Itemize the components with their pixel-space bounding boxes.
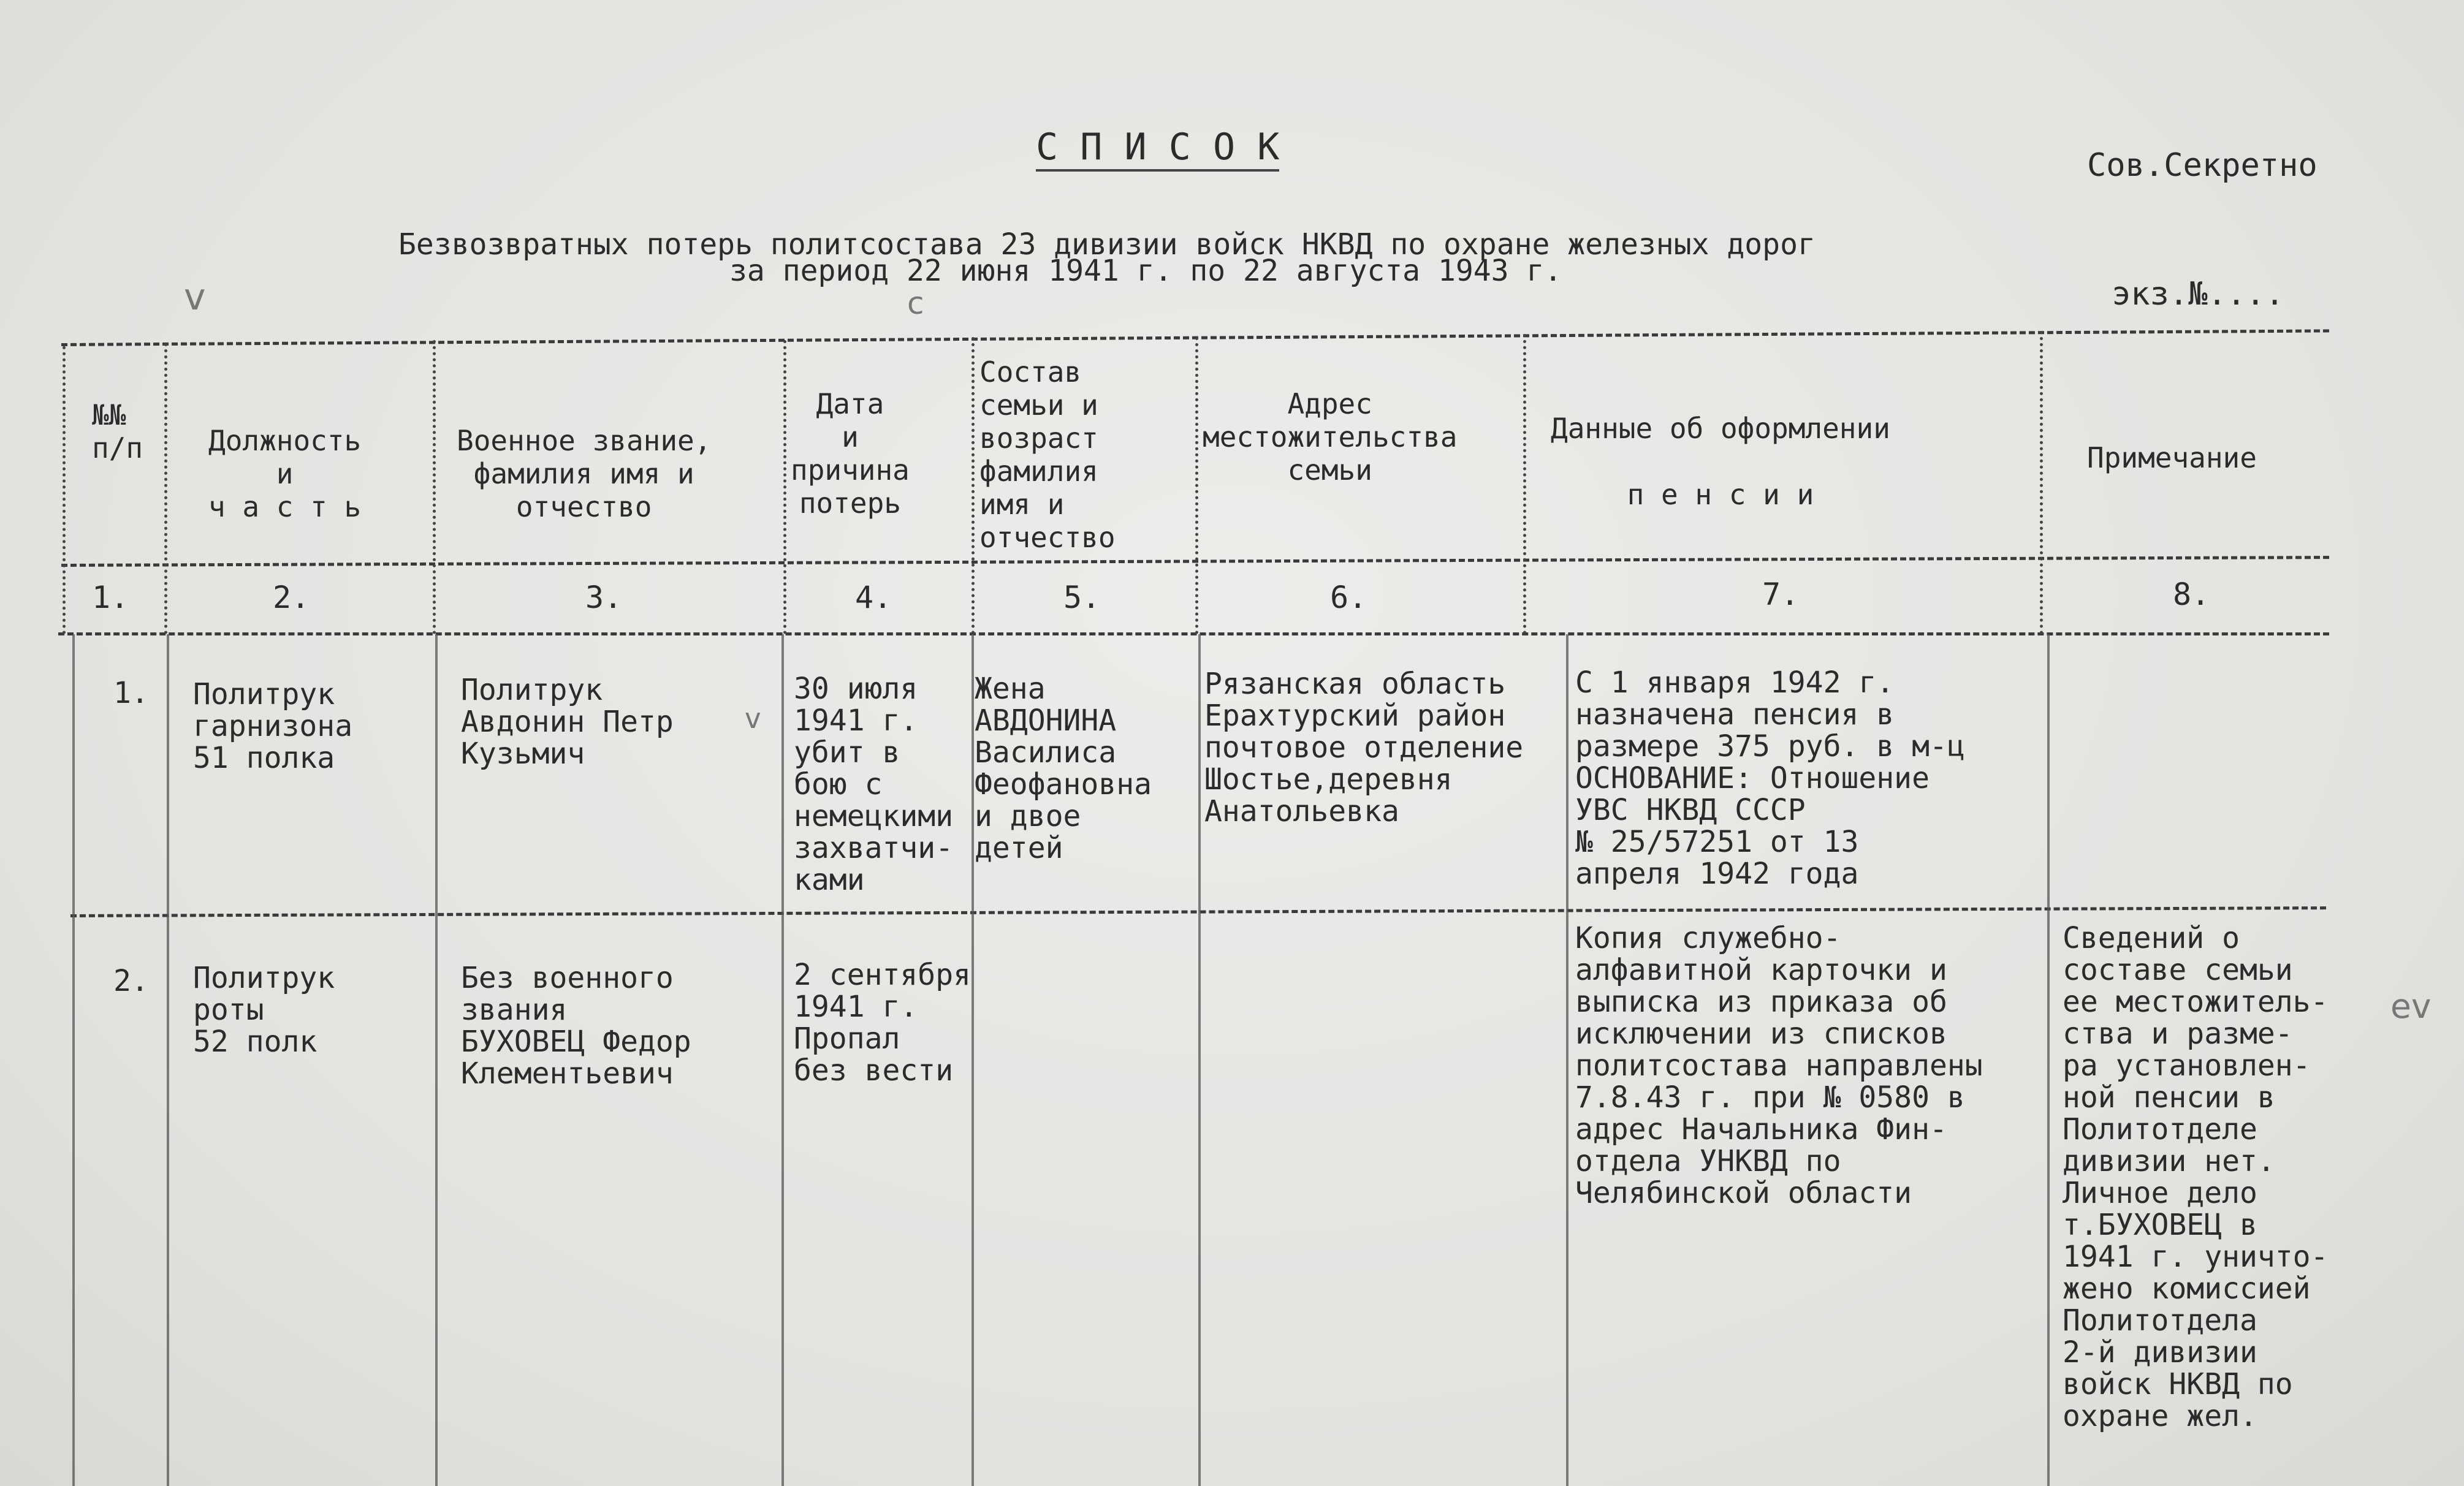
row-number: 1. bbox=[113, 676, 149, 710]
pencil-check-mark: v bbox=[745, 702, 761, 735]
column-rule bbox=[1195, 337, 1198, 634]
col-number-label: 1. bbox=[92, 580, 129, 615]
pencil-mark: c bbox=[907, 286, 924, 321]
column-rule bbox=[2040, 331, 2043, 634]
header-col-rank-name: Военное звание, фамилия имя и отчество bbox=[457, 424, 712, 523]
pencil-check-mark: v bbox=[184, 276, 206, 319]
body-column-rule bbox=[435, 634, 438, 1486]
row-position: Политрук роты 52 полк bbox=[193, 961, 335, 1059]
row-address: Рязанская область Ерахтурский район почтовое отделение Шостье,деревня Анатольевка bbox=[1204, 667, 1524, 828]
header-col-pension: Данные об оформлении п е н с и и bbox=[1551, 412, 1890, 511]
numbers-bottom-rule bbox=[58, 632, 2329, 635]
body-column-rule bbox=[2047, 634, 2050, 1486]
body-column-rule bbox=[167, 634, 169, 1486]
body-column-rule bbox=[1198, 634, 1201, 1486]
column-rule bbox=[63, 346, 66, 634]
col-number-label: 6. bbox=[1330, 580, 1367, 615]
copy-number: экз.№.... bbox=[2112, 276, 2284, 313]
row-rank-name: Политрук Авдонин Петр Кузьмич bbox=[461, 673, 674, 771]
row-pension: Копия служебно- алфавитной карточки и выписка из приказа об исключении из списков политсостава направлены 7.8.43 г. при № 0580 в адрес Начальника Фин- отдела УНКВД по Челябинской области bbox=[1575, 921, 1983, 1210]
body-column-rule bbox=[972, 634, 974, 1486]
document-subtitle-line2: за период 22 июня 1941 г. по 22 августа 1943 г. bbox=[729, 254, 1562, 288]
row-note: Сведений о составе семьи ее местожитель- ства и разме- ра установлен- ной пенсии в Политотделе дивизии нет. Личное дело т.БУХОВЕЦ в 1941 г. уничто- жено комиссией Политотдела 2-й дивизии войск НКВД по охране жел. bbox=[2063, 921, 2329, 1433]
column-rule bbox=[164, 343, 167, 634]
row-pension: С 1 января 1942 г. назначена пенсия в размере 375 руб. в м-ц ОСНОВАНИЕ: Отношение УВС НКВД СССР № 25/57251 от 13 апреля 1942 года bbox=[1575, 665, 1965, 891]
column-rule bbox=[433, 340, 436, 634]
col-number-label: 3. bbox=[585, 580, 623, 615]
secrecy-label: Сов.Секретно bbox=[2087, 147, 2318, 184]
document-subtitle-line1: Безвозвратных потерь политсостава 23 дивизии войск НКВД по охране железных дорог bbox=[398, 227, 1816, 262]
header-col-family: Состав семьи и возраст фамилия имя и отчество bbox=[979, 355, 1116, 554]
document-title: С П И С О К bbox=[1036, 129, 1279, 172]
row-date-cause: 30 июля 1941 г. убит в бою с немецкими захватчи- ками bbox=[794, 672, 954, 897]
secrecy-stamp bbox=[2087, 58, 2318, 401]
row-family: Жена АВДОНИНА Василиса Феофановна и двое детей bbox=[975, 672, 1152, 865]
row-rank-name: Без военного звания БУХОВЕЦ Федор Клементьевич bbox=[461, 961, 691, 1091]
col-number-label: 8. bbox=[2173, 577, 2210, 612]
col-number-label: 5. bbox=[1063, 580, 1101, 615]
header-col-number: №№ п/п bbox=[92, 398, 143, 464]
col-number-label: 2. bbox=[273, 580, 310, 615]
header-col-note: Примечание bbox=[2087, 441, 2257, 474]
header-col-address: Адрес местожительства семьи bbox=[1203, 387, 1458, 487]
row-position: Политрук гарнизона 51 полка bbox=[193, 677, 353, 775]
body-column-rule bbox=[1566, 634, 1569, 1486]
row-number: 2. bbox=[113, 964, 149, 998]
body-column-rule bbox=[72, 634, 75, 1486]
body-column-rule bbox=[781, 634, 784, 1486]
header-col-position: Должность и ч а с т ь bbox=[208, 424, 362, 523]
pencil-mark: ev bbox=[2390, 987, 2432, 1026]
header-col-date-cause: Дата и причина потерь bbox=[791, 387, 910, 520]
column-rule bbox=[783, 340, 786, 634]
column-rule bbox=[1523, 334, 1526, 634]
col-number-label: 4. bbox=[855, 580, 892, 615]
row-date-cause: 2 сентября 1941 г. Пропал без вести bbox=[794, 958, 971, 1088]
column-rule bbox=[972, 337, 975, 634]
col-number-label: 7. bbox=[1762, 577, 1800, 612]
